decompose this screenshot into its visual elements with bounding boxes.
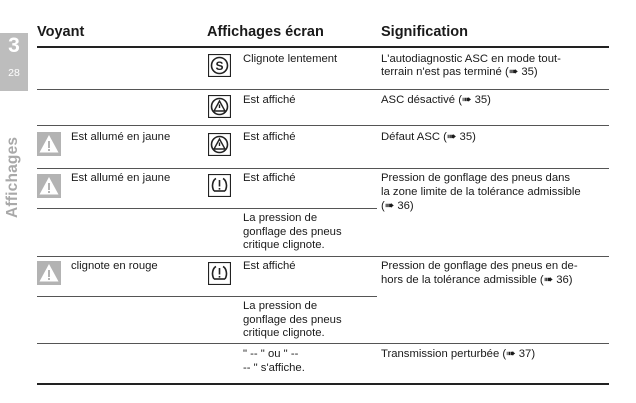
row4-voyant: Est allumé en jaune [71,172,171,184]
row4-ecran-sub-line3: critique clignote. [243,239,325,251]
row1-ecran-line: Clignote lentement [243,53,338,65]
row5-ecran-sub-line1: La pression de [243,300,318,312]
asc-off-icon [208,95,231,118]
row3-sig-line: Défaut ASC (➠ 35) [381,131,476,143]
row5-ecran-sub-line2: gonflage des pneus [243,314,342,326]
warning-triangle-icon [37,261,61,285]
chapter-number: 3 [8,34,20,57]
row5-sig-line2: hors de la tolérance admissible (➠ 36) [381,274,573,286]
row3-ecran-line: Est affiché [243,131,296,143]
header-rule [37,46,609,48]
row4-sig-line2: la zone limite de la tolérance admissible [381,186,581,198]
warning-triangle-icon [37,174,61,198]
table-bottom-rule [37,383,609,385]
row3-voyant: Est allumé en jaune [71,131,171,143]
page-number: 28 [8,67,20,79]
row-divider [37,343,609,344]
row1-sig-line2: terrain n'est pas terminé (➠ 35) [381,66,538,78]
warning-triangle-icon [37,132,61,156]
sub-row-divider [37,296,377,297]
row4-sig-line3: (➠ 36) [381,200,414,212]
row4-ecran-sub-line2: gonflage des pneus [243,226,342,238]
row1-sig-line1: L'autodiagnostic ASC en mode tout- [381,53,561,65]
row6-ecran-line2: -- " s'affiche. [243,362,305,374]
tire-pressure-icon [208,262,231,285]
row5-ecran-sub-line3: critique clignote. [243,327,325,339]
row-divider [37,168,609,169]
row5-sig-line1: Pression de gonflage des pneus en de- [381,260,578,272]
header-affichages: Affichages écran [207,24,324,40]
row5-voyant: clignote en rouge [71,260,158,272]
tire-pressure-icon [208,174,231,197]
sub-row-divider [37,208,377,209]
asc-self-diagnosis-icon [208,54,231,77]
row4-ecran-line: Est affiché [243,172,296,184]
row-divider [37,125,609,126]
row4-ecran-sub-line1: La pression de [243,212,318,224]
asc-fault-icon [208,133,231,156]
header-signification: Signification [381,24,468,40]
chapter-title: Affichages [4,136,21,218]
svg-text:S: S [215,58,224,73]
header-voyant: Voyant [37,24,85,40]
row2-ecran-line: Est affiché [243,94,296,106]
row-divider [37,256,609,257]
row5-ecran-line: Est affiché [243,260,296,272]
row6-ecran-line1: " -- " ou " -- [243,348,299,360]
row6-sig-line: Transmission perturbée (➠ 37) [381,348,536,360]
row2-sig-line: ASC désactivé (➠ 35) [381,94,491,106]
row4-sig-line1: Pression de gonflage des pneus dans [381,172,571,184]
row-divider [37,89,609,90]
